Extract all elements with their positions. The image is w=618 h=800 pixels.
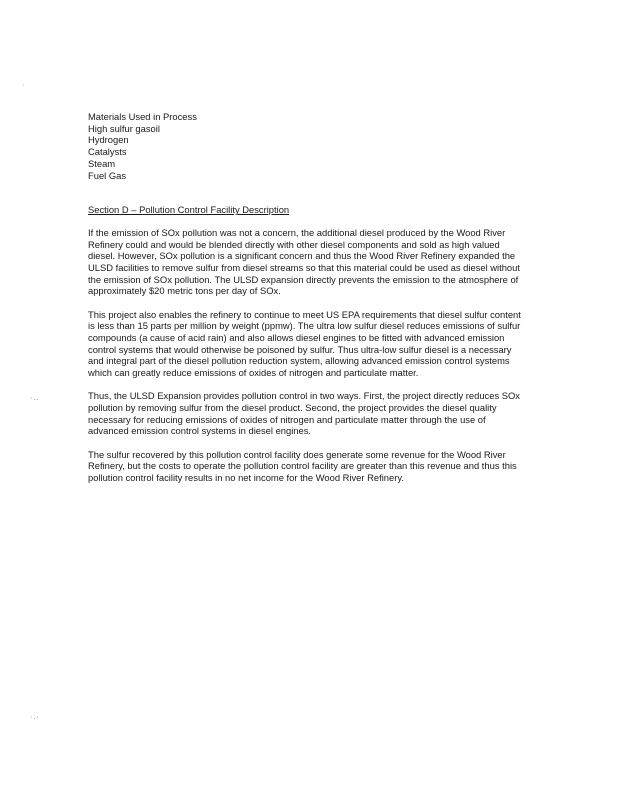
paragraph-sulfur-revenue: The sulfur recovered by this pollution control facility does generate some revenue for the Wood River Refinery, but the costs to operate the pollution control facility are greater than this revenue and thus this pollution control facility results in no net income for the Wood River Refinery. (88, 448, 517, 484)
paragraph-epa-requirements: This project also enables the refinery to continue to meet US EPA requirements that diesel sulfur content is less than 15 parts per million by weight (ppmw). The ultra low sulfur diesel reduces emissions of sulfur compounds (a cause of acid rain) and also allows diesel engines to be fitted with advanced emission control systems that would otherwise be poisoned by sulfur. Thus ultra-low sulfur diesel is a necessary and integral part of the diesel pollution reduction system, allowing advanced emission control systems which can greatly reduce emissions of oxides of nitrogen and particulate matter. (88, 308, 521, 379)
scan-artifact: ·.. (30, 395, 40, 402)
paragraph-pollution-control: Thus, the ULSD Expansion provides pollution control in two ways. First, the project directly reduces SOx pollution by removing sulfur from the diesel product. Second, the project provides the diesel quality necessary for reducing emissions of oxides of nitrogen and particulate matter through the use of advanced emission control systems in diesel engines. (88, 390, 520, 437)
material-item: High sulfur gasoil (88, 122, 160, 134)
scan-artifact: ·.· (30, 714, 40, 721)
paragraph-sox-emission: If the emission of SOx pollution was not a concern, the additional diesel produced by the Wood River Refinery could and would be blended directly with other diesel components and sold as high valued diesel. However, SOx pollution is a significant concern and thus the Wood River Refinery expanded the ULSD facilities to remove sulfur from diesel streams so that this material could be used as diesel without the emission of SOx pollution. The ULSD expansion directly prevents the emission to the atmosphere of approximately $20 metric tons per day of SOx. (88, 226, 520, 297)
scan-artifact: · (22, 82, 26, 89)
material-item: Steam (88, 157, 116, 169)
material-item: Fuel Gas (88, 169, 127, 181)
material-item: Hydrogen (88, 134, 129, 146)
section-heading: Section D – Pollution Control Facility Description (88, 204, 290, 216)
materials-heading: Materials Used in Process (88, 111, 197, 122)
document-body (88, 111, 528, 484)
material-item: Catalysts (88, 146, 127, 158)
